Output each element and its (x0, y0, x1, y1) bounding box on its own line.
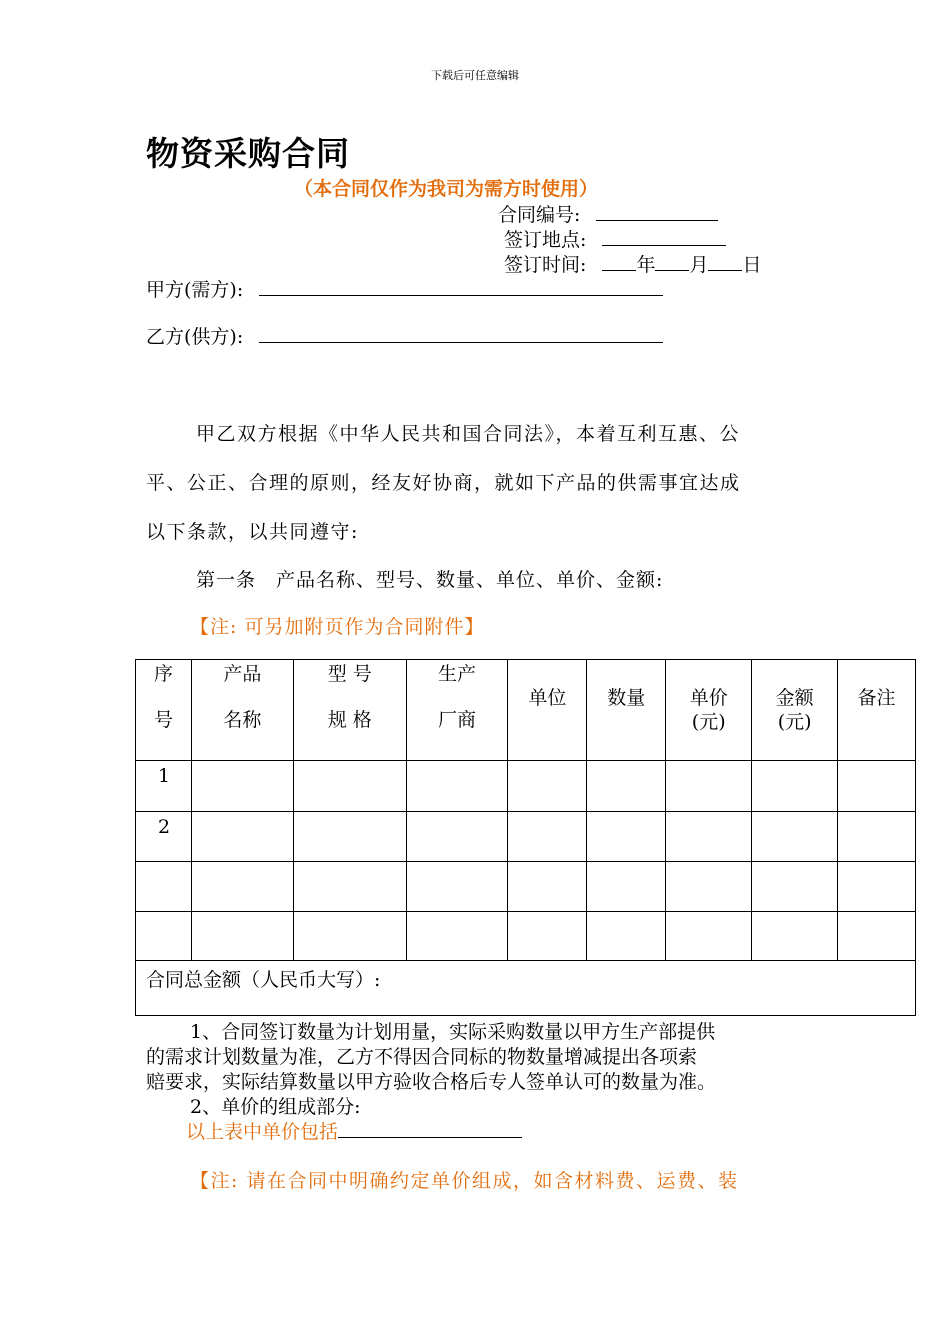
header-amount (752, 660, 838, 761)
header-name (191, 660, 293, 761)
sign-place-field[interactable] (602, 227, 726, 246)
sign-year-field[interactable] (602, 252, 636, 271)
table-cell[interactable] (752, 912, 838, 961)
row-number (136, 862, 192, 912)
clause-1-line-2: 的需求计划数量为准，乙方不得因合同标的物数量增减提出各项索 (146, 1046, 698, 1068)
contract-no-field[interactable] (596, 202, 718, 221)
table-cell[interactable] (752, 761, 838, 812)
header-qty: 数量 (587, 660, 666, 761)
header-maker-l2: 厂商 (438, 709, 477, 731)
header-seq-l2: 号 (153, 709, 173, 731)
clause-2: 2、单价的组成部分: (190, 1096, 361, 1118)
party-a-label: 甲方(需方): (146, 279, 244, 301)
table-header-row (136, 660, 916, 761)
table-cell[interactable] (666, 761, 752, 812)
table-cell[interactable] (587, 761, 666, 812)
table-row (136, 761, 916, 812)
table-cell[interactable] (838, 862, 916, 912)
table-cell[interactable] (752, 862, 838, 912)
table-cell[interactable] (587, 912, 666, 961)
intro-line-1: 甲乙双方根据《中华人民共和国合同法》，本着互利互惠、公 (196, 423, 741, 445)
clause-1-line-1: 1、合同签订数量为计划用量，实际采购数量以甲方生产部提供 (190, 1021, 716, 1043)
sign-time-label: 签订时间: (504, 254, 587, 276)
table-cell[interactable] (191, 812, 293, 862)
table-cell[interactable] (293, 862, 406, 912)
sign-place-label: 签订地点: (504, 229, 587, 251)
party-b-label: 乙方(供方): (146, 326, 244, 348)
table-cell[interactable] (293, 812, 406, 862)
table-cell[interactable] (666, 862, 752, 912)
intro-line-3: 以下条款，以共同遵守: (146, 521, 359, 543)
header-amount-l2: (元) (777, 711, 812, 733)
table-cell[interactable] (666, 812, 752, 862)
table-row (136, 812, 916, 862)
document-title: 物资采购合同 (146, 134, 350, 173)
header-seq-l1: 序 (153, 663, 173, 685)
table-row (136, 862, 916, 912)
table-cell[interactable] (406, 761, 508, 812)
header-unit-price-l1: 单价 (689, 687, 728, 709)
table-row (136, 912, 916, 961)
row-number (136, 912, 192, 961)
sign-month-field[interactable] (655, 252, 689, 271)
header-model (293, 660, 406, 761)
table-cell[interactable] (838, 761, 916, 812)
unit-price-includes-row (186, 1117, 522, 1144)
note-unit-price: 【注: 请在合同中明确约定单价组成，如含材料费、运费、装 (190, 1170, 739, 1192)
sign-day-field[interactable] (708, 252, 742, 271)
header-unit-price (666, 660, 752, 761)
table-cell[interactable] (587, 812, 666, 862)
table-cell[interactable] (666, 912, 752, 961)
unit-price-includes-field[interactable] (338, 1119, 522, 1138)
year-label: 年 (636, 254, 656, 276)
table-cell[interactable] (191, 912, 293, 961)
table-cell[interactable] (587, 862, 666, 912)
contract-no-label: 合同编号: (498, 204, 581, 226)
header-unit: 单位 (508, 660, 587, 761)
header-unit-price-l2: (元) (691, 711, 726, 733)
article-1-heading: 第一条 产品名称、型号、数量、单位、单价、金额: (196, 569, 664, 591)
party-a-row (146, 275, 663, 302)
note-attachment: 【注: 可另加附页作为合同附件】 (190, 616, 485, 638)
party-b-field[interactable] (259, 324, 663, 343)
header-model-l2: 规 格 (327, 709, 372, 731)
table-cell[interactable] (838, 812, 916, 862)
intro-line-2: 平、公正、合理的原则，经友好协商，就如下产品的供需事宜达成 (146, 472, 741, 494)
total-row (136, 961, 916, 1016)
contract-no-row (498, 200, 718, 227)
table-cell[interactable] (406, 862, 508, 912)
row-number: 2 (136, 812, 192, 862)
table-cell[interactable] (293, 761, 406, 812)
header-seq (136, 660, 192, 761)
table-cell[interactable] (508, 812, 587, 862)
header-name-l1: 产品 (223, 663, 262, 685)
header-remark: 备注 (838, 660, 916, 761)
day-label: 日 (742, 254, 762, 276)
party-b-row (146, 322, 663, 349)
header-model-l1: 型 号 (327, 663, 372, 685)
table-cell[interactable] (508, 912, 587, 961)
party-a-field[interactable] (259, 277, 663, 296)
month-label: 月 (689, 254, 709, 276)
table-cell[interactable] (191, 862, 293, 912)
table-cell[interactable] (508, 761, 587, 812)
table-cell[interactable] (406, 812, 508, 862)
header-name-l2: 名称 (223, 709, 262, 731)
header-note: 下载后可任意编辑 (431, 69, 519, 82)
total-amount-label[interactable]: 合同总金额（人民币大写）: (136, 961, 916, 1016)
header-maker (406, 660, 508, 761)
table-cell[interactable] (406, 912, 508, 961)
sign-time-row (504, 250, 762, 277)
table-cell[interactable] (191, 761, 293, 812)
header-amount-l1: 金额 (775, 687, 814, 709)
product-table (135, 659, 916, 1016)
row-number: 1 (136, 761, 192, 812)
unit-price-includes-label: 以上表中单价包括 (186, 1121, 339, 1143)
table-cell[interactable] (752, 812, 838, 862)
clause-1-line-3: 赔要求，实际结算数量以甲方验收合格后专人签单认可的数量为准。 (146, 1071, 717, 1093)
sign-place-row (504, 225, 726, 252)
table-cell[interactable] (293, 912, 406, 961)
table-cell[interactable] (838, 912, 916, 961)
header-maker-l1: 生产 (438, 663, 477, 685)
document-subtitle: （本合同仅作为我司为需方时使用） (294, 178, 599, 200)
table-cell[interactable] (508, 862, 587, 912)
